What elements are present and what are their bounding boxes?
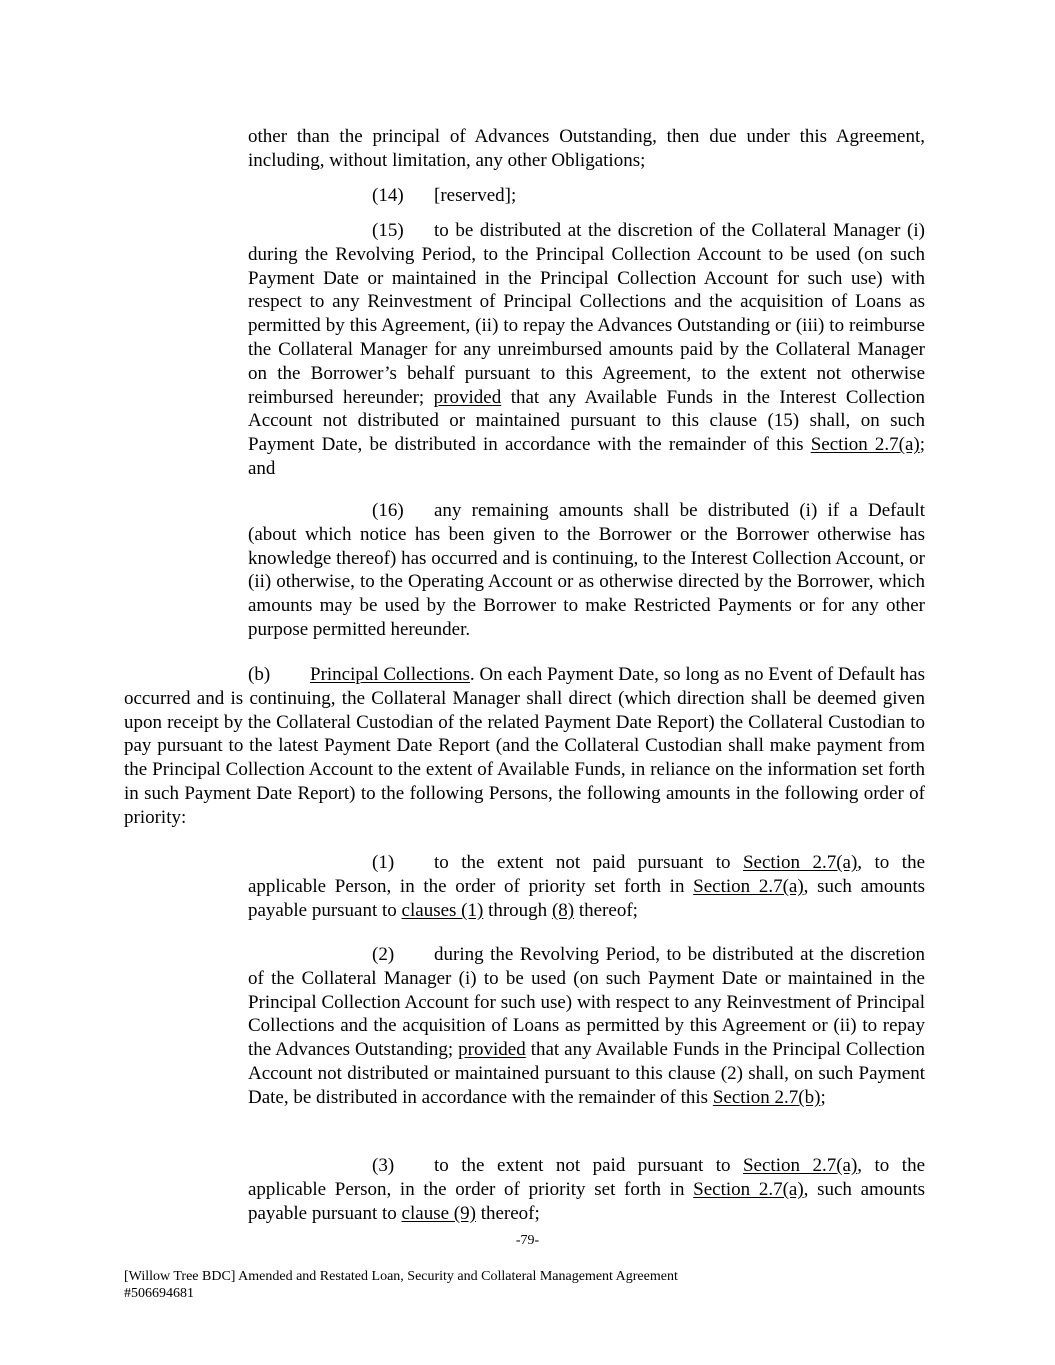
principal-clause-2-provided: provided bbox=[458, 1039, 526, 1061]
principal-clause-1-ref-4: (8) bbox=[551, 899, 575, 921]
footer-doc-id: #506694681 bbox=[124, 1286, 194, 1301]
principal-clause-3-text-a: to the extent not paid pursuant to bbox=[434, 1155, 731, 1176]
footer-title: [Willow Tree BDC] Amended and Restated Loan, Security and Collateral Management Agreement bbox=[124, 1269, 678, 1284]
intro-line-2: including, without limitation, any other Obligations; bbox=[248, 150, 646, 171]
principal-clause-2 bbox=[248, 943, 925, 1110]
principal-clause-1-text-a: to the extent not paid pursuant to bbox=[434, 852, 731, 873]
clause-14 bbox=[248, 184, 925, 208]
clause-16-number: (16) bbox=[372, 500, 404, 521]
principal-clause-3-ref-3: clause (9) bbox=[401, 1202, 476, 1224]
clause-16 bbox=[248, 499, 925, 642]
principal-clause-1-ref-1: Section 2.7(a) bbox=[742, 852, 858, 873]
clause-15-provided: provided bbox=[433, 386, 502, 408]
clause-15-section-ref: Section 2.7(a) bbox=[810, 434, 920, 456]
clause-15 bbox=[248, 219, 925, 481]
principal-clause-2-text-a: during the Revolving Period, to be distributed at the discretion of the Collateral Manager (i) to be used (on such Payment Date or maintained in the Principal Collection Account for such use) with respect to any Reinvestment of Principal Collections and the acquisition of Loans as permitted by this Agreement or (ii) to repay the Advances Outstanding; bbox=[248, 944, 925, 1061]
principal-clause-1 bbox=[248, 851, 925, 922]
principal-clause-3-ref-1: Section 2.7(a) bbox=[742, 1155, 858, 1176]
clause-14-text: [reserved]; bbox=[434, 185, 517, 206]
principal-clause-3-ref-2: Section 2.7(a) bbox=[693, 1178, 804, 1200]
page-number: -79- bbox=[515, 1233, 540, 1248]
principal-clause-2-number: (2) bbox=[372, 944, 395, 965]
intro-line-1: other than the principal of Advances Outstanding, then due under this Agreement, bbox=[248, 126, 925, 147]
principal-clause-1-ref-3: clauses (1) bbox=[401, 899, 484, 921]
principal-clause-1-number: (1) bbox=[372, 852, 395, 873]
principal-clause-1-text-c: , such amounts payable pursuant to bbox=[248, 875, 925, 921]
clause-16-text: any remaining amounts shall be distributed (i) if a Default (about which notice has been given to the Borrower or the Borrower otherwise has knowledge thereof) has occurred and is continuing, to the Interest Collection Account, or (ii) otherwise, to the Operating Account or as otherwise directed by the Borrower, which amounts may be used by the Borrower to make Restricted Payments or for any other purpose permitted hereunder. bbox=[248, 500, 925, 640]
principal-clause-3-text-b: , to the applicable Person, in the order of priority set forth in bbox=[248, 1155, 925, 1200]
principal-clause-3 bbox=[248, 1154, 925, 1225]
section-b-text: . On each Payment Date, so long as no Event of Default has occurred and is continuing, the Collateral Manager shall direct (which direction shall be deemed given upon receipt by the Collateral Custodian of the related Payment Date Report) the Collateral Custodian to pay pursuant to the latest Payment Date Report (and the Collateral Custodian shall make payment from the Principal Collection Account to the extent of Available Funds, in reliance on the information set forth in such Payment Date Report) to the following Persons, the following amounts in the following order of priority: bbox=[124, 664, 925, 828]
footer bbox=[124, 1268, 678, 1302]
clause-15-text-a: to be distributed at the discretion of the Collateral Manager (i) during the Revolving Period, to the Principal Collection Account to be used (on such Payment Date or maintained in the Principal Collection Account for such use) with respect to any Reinvestment of Principal Collections and the acquisition of Loans as permitted by this Agreement, (ii) to repay the Advances Outstanding or (iii) to reimburse the Collateral Manager for any unreimbursed amounts paid by the Collateral Manager on the Borrower’s behalf pursuant to this Agreement, to the extent not otherwise reimbursed hereunder; bbox=[248, 220, 925, 408]
intro-paragraph bbox=[248, 125, 925, 149]
principal-clause-1-text-e: thereof; bbox=[578, 899, 638, 921]
principal-clause-2-section-ref: Section 2.7(b) bbox=[712, 1086, 821, 1108]
section-b-heading: Principal Collections bbox=[310, 664, 470, 685]
clause-14-number: (14) bbox=[372, 185, 404, 206]
principal-clause-1-ref-2: Section 2.7(a) bbox=[693, 875, 804, 897]
principal-clause-1-text-d: through bbox=[488, 899, 548, 921]
principal-clause-2-text-b: that any Available Funds in the Principal Collection Account not distributed or maintained pursuant to this clause (2) shall, on such Payment Date, be distributed in accordance with the remainder of this bbox=[248, 1039, 926, 1108]
principal-clause-3-text-d: thereof; bbox=[480, 1202, 540, 1224]
clause-15-text-c: ; and bbox=[248, 434, 926, 479]
principal-clause-2-text-c: ; bbox=[820, 1086, 826, 1108]
intro-paragraph-end bbox=[248, 149, 925, 173]
section-b-label: (b) bbox=[248, 664, 271, 685]
principal-clause-3-text-c: , such amounts payable pursuant to bbox=[248, 1178, 925, 1224]
clause-15-text-b: that any Available Funds in the Interest Collection Account not distributed or maintained pursuant to this clause (15) shall, on such Payment Date, be distributed in accordance with the remainder of this bbox=[248, 386, 925, 456]
principal-clause-3-number: (3) bbox=[372, 1155, 395, 1176]
clause-15-number: (15) bbox=[372, 220, 404, 241]
principal-clause-1-text-b: , to the applicable Person, in the order of priority set forth in bbox=[248, 852, 925, 897]
section-b bbox=[124, 663, 925, 830]
